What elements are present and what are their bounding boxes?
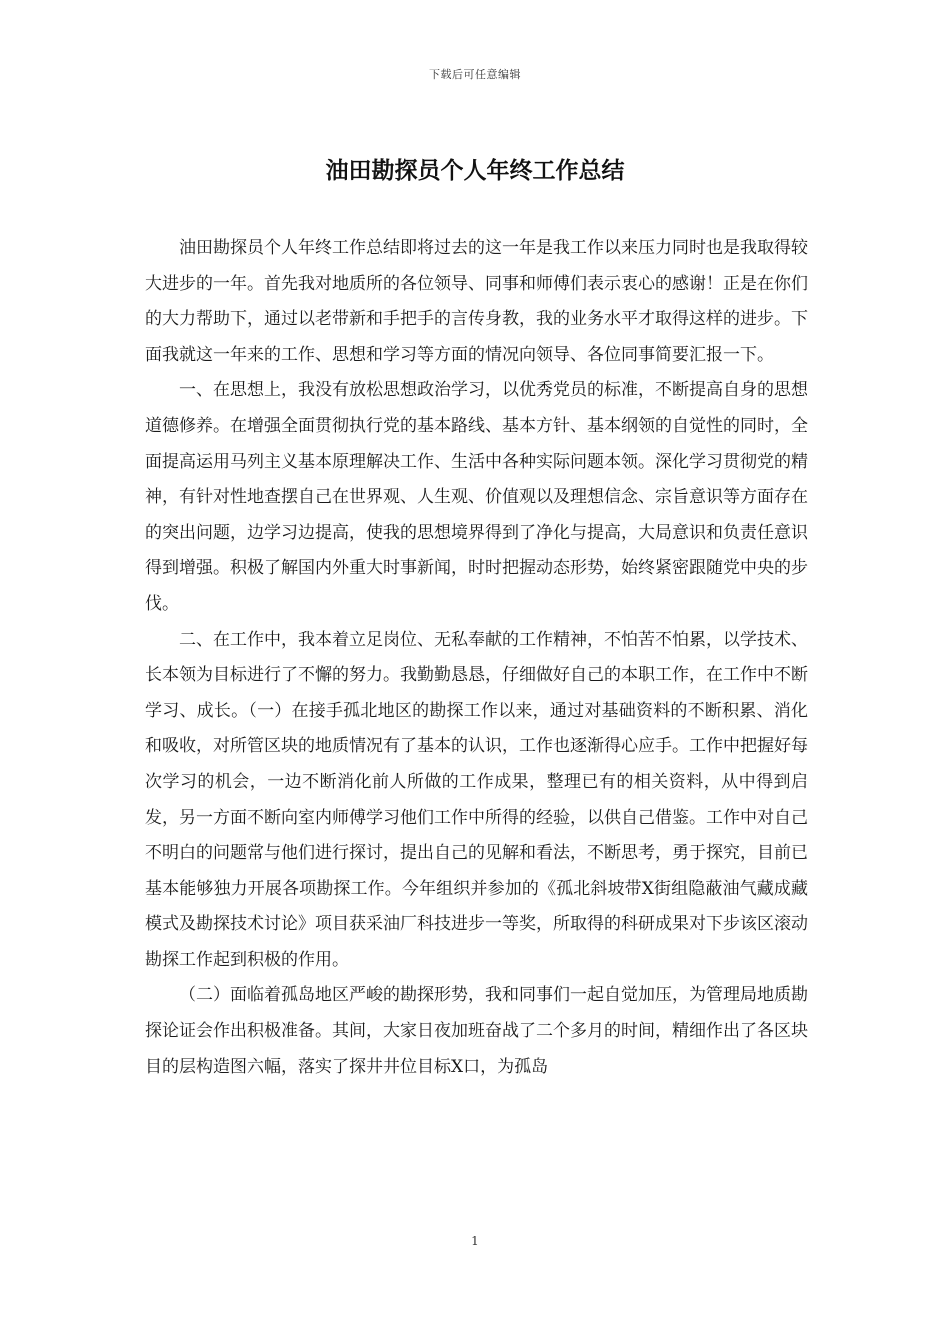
page-header-note: 下载后可任意编辑 [429, 68, 521, 81]
paragraph-work-part-two: （二）面临着孤岛地区严峻的勘探形势，我和同事们一起自觉加压，为管理局地质勘探论证会作出积极准备。其间，大家日夜加班奋战了二个多月的时间，精细作出了各区块目的层构造图六幅，落实了探井井位目标X口，为孤岛 [145, 985, 808, 1077]
document-body [145, 231, 808, 1085]
paragraph-ideology: 一、在思想上，我没有放松思想政治学习，以优秀党员的标准，不断提高自身的思想道德修养。在增强全面贯彻执行党的基本路线、基本方针、基本纲领的自觉性的同时，全面提高运用马列主义基本原理解决工作、生活中各种实际问题本领。深化学习贯彻党的精神，有针对性地查摆自己在世界观、人生观、价值观以及理想信念、宗旨意识等方面存在的突出问题，边学习边提高，使我的思想境界得到了净化与提高，大局意识和负责任意识得到增强。积极了解国内外重大时事新闻，时时把握动态形势，始终紧密跟随党中央的步伐。 [145, 380, 808, 614]
page-number: 1 [471, 1234, 479, 1248]
paragraph-work: 二、在工作中，我本着立足岗位、无私奉献的工作精神，不怕苦不怕累，以学技术、长本领为目标进行了不懈的努力。我勤勤恳恳，仔细做好自己的本职工作，在工作中不断学习、成长。（一）在接手孤北地区的勘探工作以来，通过对基础资料的不断积累、消化和吸收，对所管区块的地质情况有了基本的认识，工作也逐渐得心应手。工作中把握好每次学习的机会，一边不断消化前人所做的工作成果，整理已有的相关资料，从中得到启发，另一方面不断向室内师傅学习他们工作中所得的经验，以供自己借鉴。工作中对自己不明白的问题常与他们进行探讨，提出自己的见解和看法，不断思考，勇于探究，目前已基本能够独力开展各项勘探工作。今年组织并参加的《孤北斜坡带X街组隐蔽油气藏成藏模式及勘探技术讨论》项目获采油厂科技进步一等奖，所取得的科研成果对下步该区滚动勘探工作起到积极的作用。 [145, 629, 808, 970]
document-title: 油田勘探员个人年终工作总结 [325, 157, 625, 184]
paragraph-intro: 油田勘探员个人年终工作总结即将过去的这一年是我工作以来压力同时也是我取得较大进步的一年。首先我对地质所的各位领导、同事和师傅们表示衷心的感谢！正是在你们的大力帮助下，通过以老带新和手把手的言传身教，我的业务水平才取得这样的进步。下面我就这一年来的工作、思想和学习等方面的情况向领导、各位同事简要汇报一下。 [145, 238, 808, 365]
